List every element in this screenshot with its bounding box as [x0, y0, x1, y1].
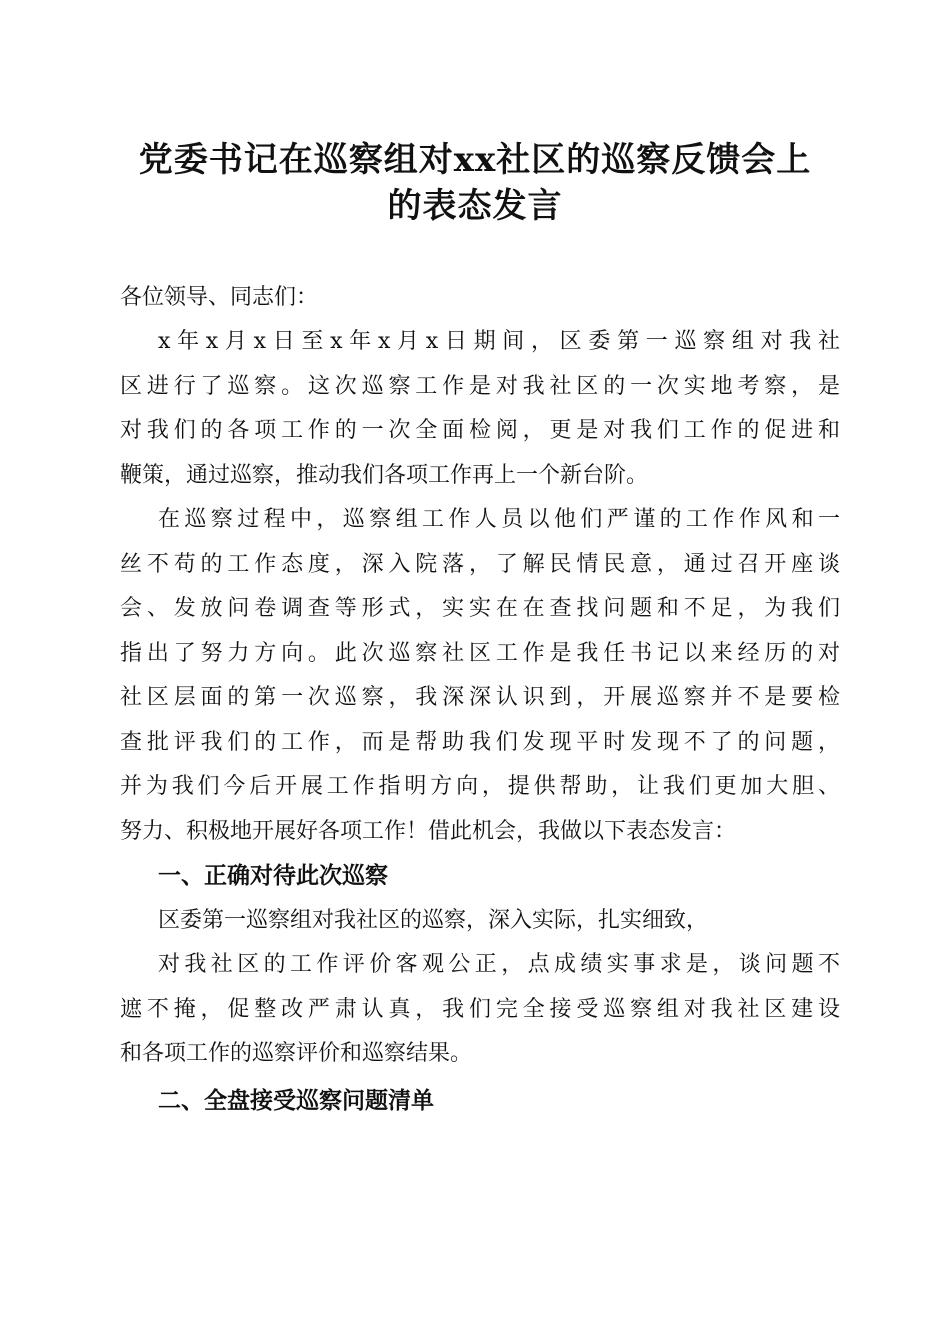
- paragraph-line: 会、发放问卷调查等形式，实实在在查找问题和不足，为我们: [120, 596, 840, 621]
- paragraph-line: 并为我们今后开展工作指明方向，提供帮助，让我们更加大胆、: [120, 774, 840, 799]
- paragraph-line: 对我社区的工作评价客观公正，点成绩实事求是，谈问题不: [158, 952, 840, 977]
- section-heading-1: 一、正确对待此次巡察: [158, 863, 388, 889]
- document-title-line-2: 的表态发言: [387, 186, 563, 226]
- paragraph-line: 区委第一巡察组对我社区的巡察，深入实际，扎实细致，: [158, 908, 709, 933]
- paragraph-line: x年x月x日至x年x月x日期间，区委第一巡察组对我社: [158, 329, 840, 354]
- paragraph-line: 指出了努力方向。此次巡察社区工作是我任书记以来经历的对: [120, 641, 840, 666]
- paragraph-line: 丝不苟的工作态度，深入院落，了解民情民意，通过召开座谈: [120, 552, 840, 577]
- paragraph-line: 查批评我们的工作，而是帮助我们发现平时发现不了的问题，: [120, 730, 840, 755]
- paragraph-line: 和各项工作的巡察评价和巡察结果。: [120, 1041, 473, 1066]
- paragraph-line: 社区层面的第一次巡察，我深深认识到，开展巡察并不是要检: [120, 685, 840, 710]
- section-heading-2: 二、全盘接受巡察问题清单: [158, 1088, 434, 1114]
- paragraph-line: 区进行了巡察。这次巡察工作是对我社区的一次实地考察，是: [120, 374, 840, 399]
- paragraph-line: 鞭策，通过巡察，推动我们各项工作再上一个新台阶。: [120, 463, 649, 488]
- paragraph-line: 在巡察过程中，巡察组工作人员以他们严谨的工作作风和一: [158, 507, 840, 532]
- document-title-line-1: 党委书记在巡察组对xx社区的巡察反馈会上: [138, 140, 812, 180]
- paragraph-line: 努力、积极地开展好各项工作！借此机会，我做以下表态发言：: [120, 819, 737, 844]
- paragraph-line: 遮不掩，促整改严肃认真，我们完全接受巡察组对我社区建设: [120, 997, 840, 1022]
- paragraph-line: 对我们的各项工作的一次全面检阅，更是对我们工作的促进和: [120, 418, 840, 443]
- salutation: 各位领导、同志们：: [120, 285, 319, 310]
